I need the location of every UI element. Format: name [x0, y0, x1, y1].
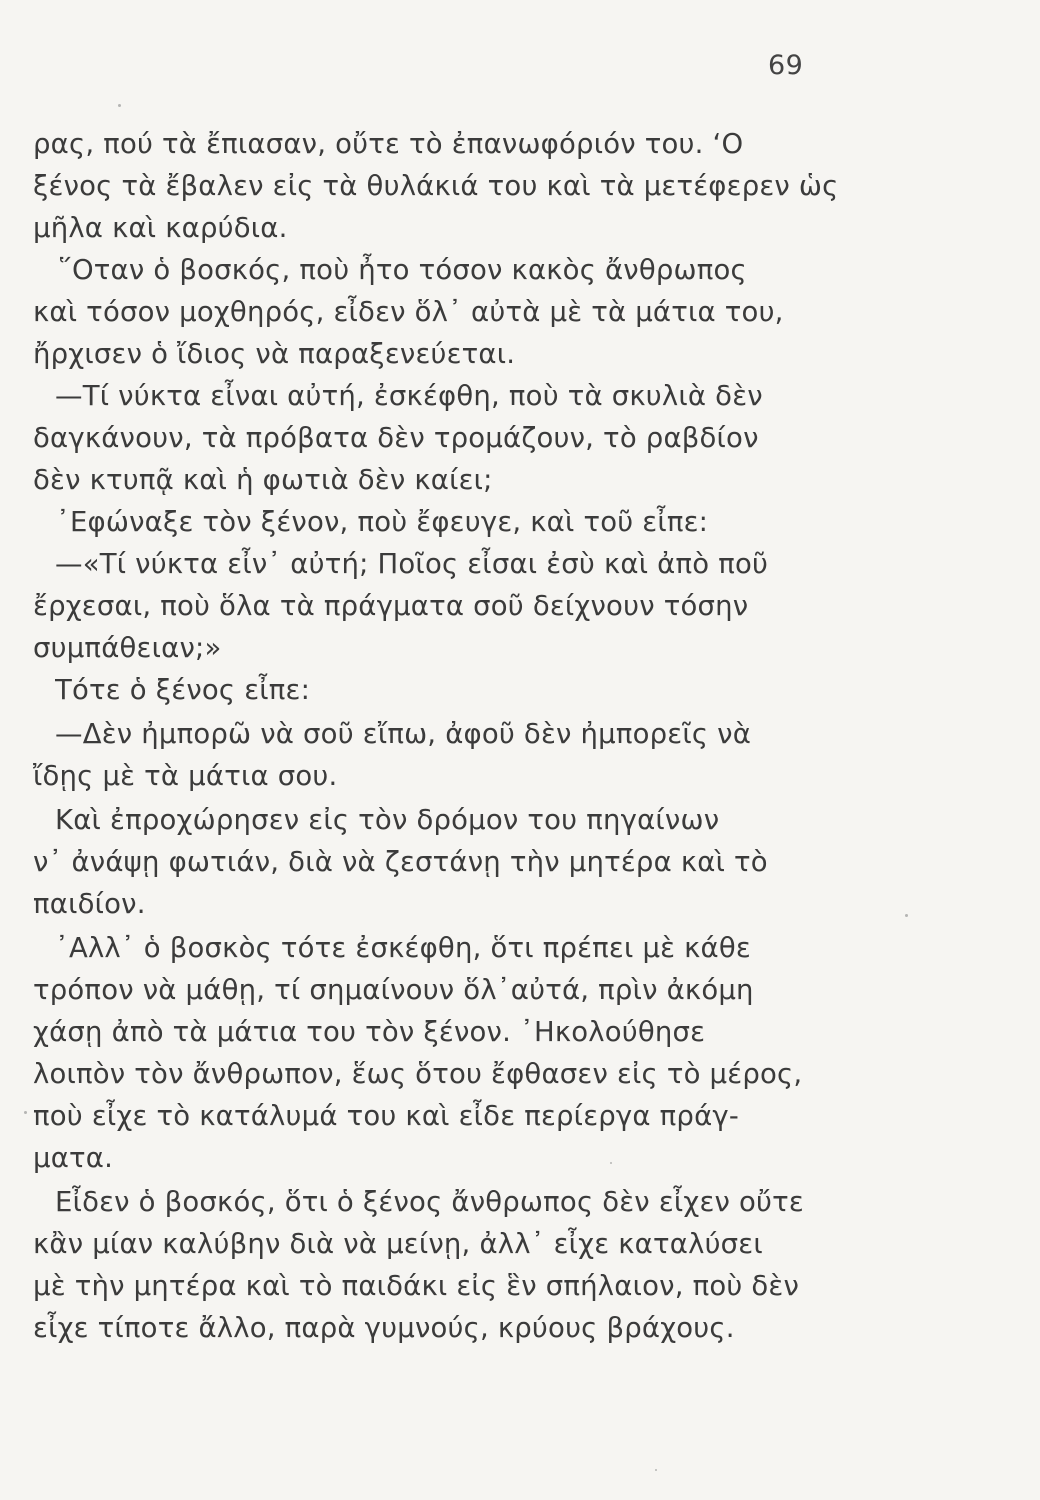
paper-speck: [905, 914, 908, 917]
paper-speck: [24, 1111, 27, 1114]
text-line: Τότε ὁ ξένος εἶπε:: [55, 674, 311, 706]
text-line: καὶ τόσον μοχθηρός, εἶδεν ὅλ᾽ αὐτὰ μὲ τὰ μάτια του,: [33, 296, 784, 328]
text-line: ἔρχεσαι, ποὺ ὅλα τὰ πράγματα σοῦ δείχνουν τόσην: [33, 590, 749, 622]
text-line: Καὶ ἐπροχώρησεν εἰς τὸν δρόμον του πηγαίνων: [55, 804, 720, 836]
text-line: μὲ τὴν μητέρα καὶ τὸ παιδάκι εἰς ἓν σπήλαιον, ποὺ δὲν: [33, 1270, 800, 1302]
page-number: 69: [768, 50, 804, 81]
text-line: ρας, πού τὰ ἔπιασαν, οὔτε τὸ ἐπανωφόριόν του. ‘Ο: [33, 128, 744, 160]
paper-speck: [118, 104, 121, 107]
paper-speck: [655, 1469, 657, 1471]
text-line: δὲν κτυπᾷ καὶ ἡ φωτιὰ δὲν καίει;: [33, 464, 493, 496]
text-line: παιδίον.: [33, 888, 146, 920]
paper-speck: [610, 1162, 612, 1164]
text-line: ματα.: [33, 1142, 114, 1174]
text-line: ᾽Εφώναξε τὸν ξένον, ποὺ ἔφευγε, καὶ τοῦ εἶπε:: [56, 506, 709, 538]
text-line: κἂν μίαν καλύβην διὰ νὰ μείνῃ, ἀλλ᾽ εἶχε καταλύσει: [33, 1228, 763, 1260]
text-line: χάσῃ ἀπὸ τὰ μάτια του τὸν ξένον. ᾽Ηκολούθησε: [33, 1016, 706, 1048]
text-line: δαγκάνουν, τὰ πρόβατα δὲν τρομάζουν, τὸ ραβδίον: [33, 422, 759, 454]
text-line: ποὺ εἶχε τὸ κατάλυμά του καὶ εἶδε περίεργα πράγ-: [33, 1100, 739, 1132]
text-line: συμπάθειαν;»: [33, 632, 222, 664]
text-line: ἤρχισεν ὁ ἴδιος νὰ παραξενεύεται.: [33, 338, 516, 370]
text-line: ξένος τὰ ἔβαλεν εἰς τὰ θυλάκιά του καὶ τὰ μετέφερεν ὡς: [33, 170, 839, 202]
text-line: —Τί νύκτα εἶναι αὐτή, ἐσκέφθη, ποὺ τὰ σκυλιὰ δὲν: [55, 380, 763, 412]
text-line: ν᾽ ἀνάψῃ φωτιάν, διὰ νὰ ζεστάνῃ τὴν μητέρα καὶ τὸ: [33, 846, 768, 878]
text-line: εἶχε τίποτε ἄλλο, παρὰ γυμνούς, κρύους βράχους.: [33, 1312, 735, 1344]
text-line: —Δὲν ἠμπορῶ νὰ σοῦ εἴπω, ἀφοῦ δὲν ἠμπορεῖς νὰ: [55, 718, 752, 750]
text-line: λοιπὸν τὸν ἄνθρωπον, ἕως ὅτου ἔφθασεν εἰς τὸ μέρος,: [33, 1058, 803, 1090]
text-line: τρόπον νὰ μάθῃ, τί σημαίνουν ὅλ᾽αὐτά, πρὶν ἀκόμη: [33, 974, 754, 1006]
text-line: ἴδῃς μὲ τὰ μάτια σου.: [33, 760, 338, 792]
text-line: Εἶδεν ὁ βοσκός, ὅτι ὁ ξένος ἄνθρωπος δὲν εἶχεν οὔτε: [55, 1186, 804, 1218]
text-line: ᾽Αλλ᾽ ὁ βοσκὸς τότε ἐσκέφθη, ὅτι πρέπει μὲ κάθε: [55, 932, 751, 964]
text-line: —«Τί νύκτα εἶν᾽ αὐτή; Ποῖος εἶσαι ἐσὺ καὶ ἀπὸ ποῦ: [55, 548, 769, 580]
text-line: μῆλα καὶ καρύδια.: [33, 212, 288, 244]
text-line: ῞Οταν ὁ βοσκός, ποὺ ἦτο τόσον κακὸς ἄνθρωπος: [58, 254, 747, 286]
